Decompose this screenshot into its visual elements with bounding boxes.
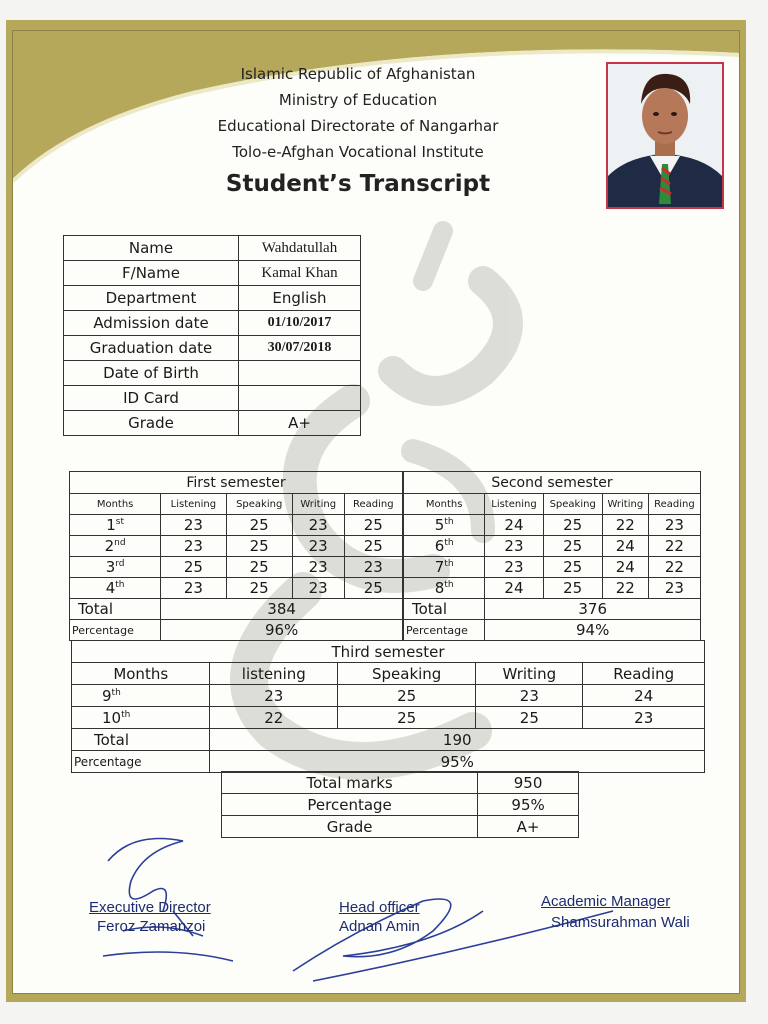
head-officer-signature (339, 899, 420, 935)
percentage-row (70, 620, 403, 641)
month-suffix: rd (115, 559, 125, 569)
month-cell (404, 536, 485, 557)
score-cell: 24 (485, 515, 543, 536)
column-header: Writing (292, 494, 344, 515)
month-suffix: th (111, 687, 121, 698)
month-number: 3 (105, 558, 116, 576)
month-cell (70, 536, 161, 557)
column-header: Reading (583, 663, 705, 685)
signatory-title: Academic Manager (541, 893, 671, 910)
score-cell: 24 (602, 557, 648, 578)
info-row (64, 261, 361, 286)
info-row (64, 286, 361, 311)
month-suffix: th (444, 580, 454, 590)
month-cell (404, 578, 485, 599)
total-value: 376 (485, 599, 701, 620)
signatory-name: Shamsurahman Wali (551, 914, 690, 931)
month-suffix: st (115, 517, 124, 527)
total-value: 190 (210, 729, 705, 751)
score-cell: 23 (161, 578, 226, 599)
summary-value: A+ (478, 816, 579, 838)
third-semester-table (71, 640, 705, 773)
month-cell (70, 557, 161, 578)
table-row (72, 685, 705, 707)
month-cell (70, 578, 161, 599)
info-row (64, 236, 361, 261)
table-row (404, 515, 701, 536)
month-suffix: th (121, 709, 131, 720)
total-label: Total (70, 599, 161, 620)
info-value (239, 361, 361, 386)
month-number: 4 (105, 579, 116, 597)
summary-value: 950 (478, 772, 579, 794)
info-label: Name (64, 236, 239, 261)
score-cell: 23 (210, 685, 338, 707)
score-cell: 23 (485, 536, 543, 557)
total-row (70, 599, 403, 620)
column-header: Listening (485, 494, 543, 515)
column-header: Months (70, 494, 161, 515)
month-suffix: th (115, 580, 125, 590)
score-cell: 23 (344, 557, 403, 578)
header-line: Islamic Republic of Afghanistan (240, 65, 476, 83)
signatory-title: Executive Director (89, 899, 211, 916)
summary-value: 95% (478, 794, 579, 816)
month-number: 5 (434, 516, 445, 534)
semester-title: First semester (70, 472, 403, 494)
month-number: 7 (434, 558, 445, 576)
score-cell: 23 (292, 557, 344, 578)
month-number: 6 (434, 537, 445, 555)
percentage-row (404, 620, 701, 641)
semester-title: Third semester (72, 641, 705, 663)
info-row (64, 361, 361, 386)
column-header: Months (72, 663, 210, 685)
first-semester-table (69, 471, 403, 641)
signatory-name: Adnan Amin (339, 918, 420, 935)
info-value: Wahdatullah (239, 236, 361, 261)
info-label: Graduation date (64, 336, 239, 361)
info-label: Grade (64, 411, 239, 436)
percentage-row (72, 751, 705, 773)
percentage-value: 95% (210, 751, 705, 773)
month-suffix: th (444, 517, 454, 527)
score-cell: 25 (543, 515, 602, 536)
score-cell: 25 (226, 536, 292, 557)
semester-title: Second semester (404, 472, 701, 494)
header-line: Ministry of Education (278, 91, 438, 109)
document-title: Student’s Transcript (225, 171, 491, 197)
percentage-value: 94% (485, 620, 701, 641)
score-cell: 22 (648, 536, 700, 557)
score-cell: 23 (292, 536, 344, 557)
score-cell: 22 (648, 557, 700, 578)
signatory-title: Head officer (339, 899, 420, 916)
score-cell: 23 (485, 557, 543, 578)
month-cell (404, 557, 485, 578)
score-cell: 25 (338, 707, 476, 729)
month-cell (404, 515, 485, 536)
month-cell (70, 515, 161, 536)
score-cell: 25 (344, 515, 403, 536)
score-cell: 25 (226, 557, 292, 578)
column-header: Writing (476, 663, 583, 685)
column-header: Speaking (226, 494, 292, 515)
total-label: Total (404, 599, 485, 620)
total-row (404, 599, 701, 620)
info-label: Department (64, 286, 239, 311)
column-header: Reading (648, 494, 700, 515)
month-cell (72, 685, 210, 707)
score-cell: 23 (648, 578, 700, 599)
summary-label: Percentage (222, 794, 478, 816)
summary-row (222, 794, 579, 816)
score-cell: 22 (602, 515, 648, 536)
percentage-label: Percentage (404, 620, 485, 641)
total-value: 384 (161, 599, 403, 620)
score-cell: 25 (161, 557, 226, 578)
info-label: F/Name (64, 261, 239, 286)
score-cell: 25 (543, 557, 602, 578)
total-row (72, 729, 705, 751)
header-line: Educational Directorate of Nangarhar (217, 117, 499, 135)
month-number: 10 (102, 708, 122, 727)
score-cell: 24 (583, 685, 705, 707)
column-header: Listening (161, 494, 226, 515)
score-cell: 23 (476, 685, 583, 707)
score-cell: 22 (210, 707, 338, 729)
table-row (404, 536, 701, 557)
column-header: Months (404, 494, 485, 515)
score-cell: 24 (485, 578, 543, 599)
score-cell: 22 (602, 578, 648, 599)
month-number: 1 (106, 516, 116, 534)
column-header: Speaking (543, 494, 602, 515)
summary-label: Total marks (222, 772, 478, 794)
info-label: ID Card (64, 386, 239, 411)
score-cell: 24 (602, 536, 648, 557)
academic-manager-signature (541, 893, 690, 931)
summary-label: Grade (222, 816, 478, 838)
month-number: 8 (434, 579, 445, 597)
header-line: Tolo-e-Afghan Vocational Institute (232, 143, 484, 161)
info-label: Admission date (64, 311, 239, 336)
score-cell: 25 (344, 536, 403, 557)
student-photo (606, 62, 724, 209)
table-row (70, 536, 403, 557)
score-cell: 23 (161, 536, 226, 557)
column-header: Writing (602, 494, 648, 515)
score-cell: 25 (543, 536, 602, 557)
info-value (239, 386, 361, 411)
score-cell: 25 (338, 685, 476, 707)
table-row (404, 557, 701, 578)
column-header: Reading (344, 494, 403, 515)
percentage-label: Percentage (70, 620, 161, 641)
second-semester-table (403, 471, 701, 641)
percentage-label: Percentage (72, 751, 210, 773)
table-row (72, 707, 705, 729)
info-row (64, 311, 361, 336)
info-row (64, 336, 361, 361)
month-number: 9 (102, 686, 112, 705)
info-value: A+ (239, 411, 361, 436)
score-cell: 25 (476, 707, 583, 729)
percentage-value: 96% (161, 620, 403, 641)
info-label: Date of Birth (64, 361, 239, 386)
score-cell: 25 (344, 578, 403, 599)
student-info-table (63, 235, 361, 436)
signatory-name: Feroz Zamanzoi (97, 918, 206, 935)
summary-row (222, 772, 579, 794)
summary-row (222, 816, 579, 838)
table-row (70, 578, 403, 599)
month-number: 2 (104, 537, 115, 555)
info-row (64, 411, 361, 436)
score-cell: 23 (292, 578, 344, 599)
score-cell: 25 (543, 578, 602, 599)
info-value: 01/10/2017 (239, 311, 361, 336)
score-cell: 25 (226, 515, 292, 536)
month-suffix: nd (114, 538, 126, 548)
month-suffix: th (444, 559, 454, 569)
info-value: Kamal Khan (239, 261, 361, 286)
table-row (70, 557, 403, 578)
executive-director-signature (89, 899, 211, 935)
info-value: 30/07/2018 (239, 336, 361, 361)
score-cell: 23 (292, 515, 344, 536)
column-header: Speaking (338, 663, 476, 685)
info-row (64, 386, 361, 411)
ministry-header (188, 61, 528, 165)
score-cell: 23 (161, 515, 226, 536)
transcript-page (12, 30, 740, 994)
month-cell (72, 707, 210, 729)
month-suffix: th (444, 538, 454, 548)
table-row (404, 578, 701, 599)
column-header: listening (210, 663, 338, 685)
table-row (70, 515, 403, 536)
info-value: English (239, 286, 361, 311)
total-label: Total (72, 729, 210, 751)
score-cell: 23 (583, 707, 705, 729)
score-cell: 23 (648, 515, 700, 536)
score-cell: 25 (226, 578, 292, 599)
summary-table (221, 771, 579, 838)
